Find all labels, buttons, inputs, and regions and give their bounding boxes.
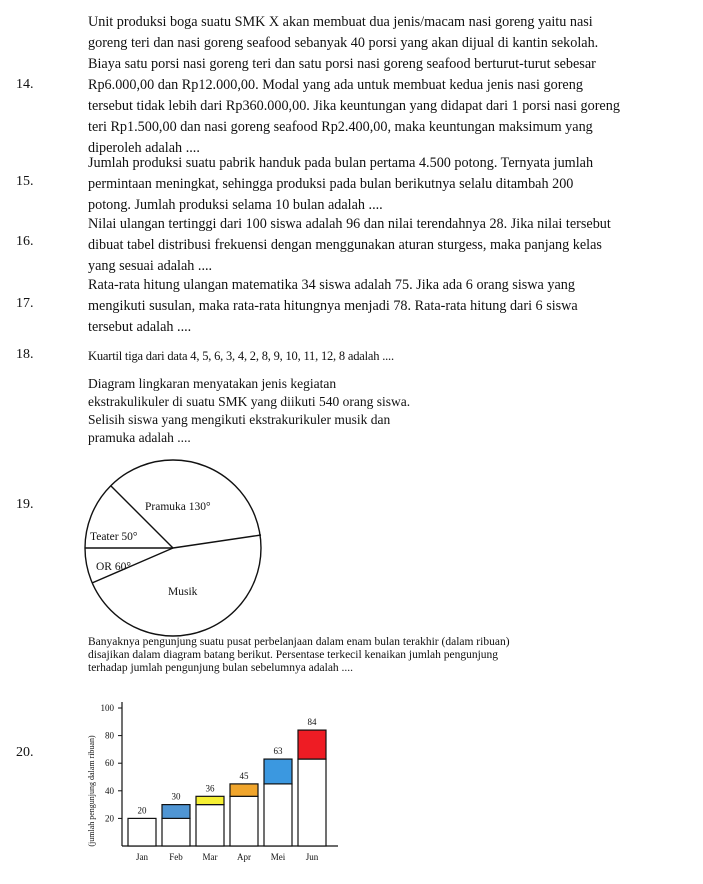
bar-value-label: 36	[205, 783, 215, 794]
text-line: Nilai ulangan tertinggi dari 100 siswa adalah 96 dan nilai terendahnya 28. Jika nilai tersebut	[88, 216, 611, 232]
text-line: Jumlah produksi suatu pabrik handuk pada bulan pertama 4.500 potong. Ternyata jumlah	[88, 155, 594, 171]
text-line: Diagram lingkaran menyatakan jenis kegiatan	[88, 376, 337, 391]
bar-increase	[162, 805, 190, 819]
text-line: terhadap jumlah pengunjung bulan sebelumnya adalah ....	[88, 662, 354, 674]
pie-label-teater: Teater 50°	[90, 531, 138, 543]
text-line: diperoleh adalah ....	[88, 140, 200, 156]
question-19-text	[88, 375, 468, 447]
text-line: potong. Jumlah produksi selama 10 bulan adalah ....	[88, 197, 383, 213]
text-line: Biaya satu porsi nasi goreng teri dan satu porsi nasi goreng seafood berturut-turut sebesar	[88, 56, 596, 72]
text-line: goreng teri dan nasi goreng seafood sebanyak 40 porsi yang akan dijual di kantin sekolah.	[88, 35, 599, 51]
bar-increase	[298, 730, 326, 759]
text-line: tersebut tidak lebih dari Rp360.000,00. Jika keuntungan yang didapat dari 1 porsi nasi goreng	[88, 98, 620, 114]
x-tick-label: Mar	[202, 852, 218, 862]
question-number: 19.	[16, 497, 34, 512]
pie-label-musik: Musik	[168, 586, 198, 598]
text-line: permintaan meningkat, sehingga produksi pada bulan berikutnya selalu ditambah 200	[88, 176, 574, 192]
bar-base	[162, 818, 190, 846]
question-number: 16.	[16, 234, 34, 249]
pie-label-pramuka: Pramuka 130°	[145, 501, 211, 513]
bar-base	[230, 796, 258, 846]
text-line: yang sesuai adalah ....	[88, 258, 213, 274]
text-line: tersebut adalah ....	[88, 319, 192, 335]
x-tick-label: Jan	[136, 852, 148, 862]
y-axis-label: (jumlah pengunjung dalam ribuan)	[87, 735, 96, 847]
y-tick-label: 60	[105, 758, 114, 769]
text-line: Banyaknya pengunjung suatu pusat perbelanjaan dalam enam bulan terakhir (dalam ribuan)	[88, 636, 510, 648]
bar-value-label: 30	[171, 791, 181, 802]
question-15-text	[88, 153, 688, 216]
text-line: teri Rp1.500,00 dan nasi goreng seafood Rp2.400,00, maka keuntungan maksimum yang	[88, 119, 593, 135]
x-tick-label: Jun	[305, 852, 319, 862]
text-line: Rata-rata hitung ulangan matematika 34 siswa adalah 75. Jika ada 6 orang siswa yang	[88, 277, 575, 293]
question-18-text	[88, 346, 688, 367]
question-number: 18.	[16, 347, 34, 362]
bar-value-label: 84	[307, 717, 317, 728]
bar	[128, 818, 156, 846]
text-line: Kuartil tiga dari data 4, 5, 6, 3, 4, 2, 8, 9, 10, 11, 12, 8 adalah ....	[88, 349, 394, 363]
question-number: 14.	[16, 77, 34, 92]
question-number: 20.	[16, 745, 34, 760]
bar-base	[298, 759, 326, 846]
bar-increase	[264, 759, 292, 784]
question-17-text	[88, 275, 688, 338]
bar-base	[196, 805, 224, 846]
text-line: dibuat tabel distribusi frekuensi dengan menggunakan aturan sturgess, maka panjang kelas	[88, 237, 602, 253]
bar-value-label: 63	[273, 746, 283, 757]
question-number: 17.	[16, 296, 34, 311]
bar-value-label: 45	[239, 770, 249, 781]
bar-base	[264, 784, 292, 846]
text-line: ekstrakulikuler di suatu SMK yang diikuti 540 orang siswa.	[88, 394, 411, 409]
y-tick-label: 100	[100, 703, 114, 713]
pie-divider	[173, 535, 261, 548]
text-line: Unit produksi boga suatu SMK X akan membuat dua jenis/macam nasi goreng yaitu nasi	[88, 14, 593, 30]
pie-chart	[80, 455, 280, 645]
bar-value-label: 20	[137, 805, 147, 816]
question-16-text	[88, 214, 688, 277]
x-tick-label: Feb	[169, 852, 183, 862]
x-tick-label: Apr	[237, 852, 251, 862]
text-line: Rp6.000,00 dan Rp12.000,00. Modal yang ada untuk membuat kedua jenis nasi goreng	[88, 77, 583, 93]
question-number: 15.	[16, 174, 34, 189]
bar-increase	[196, 796, 224, 804]
text-line: Selisih siswa yang mengikuti ekstrakurikuler musik dan	[88, 412, 391, 427]
y-tick-label: 80	[105, 730, 114, 741]
text-line: disajikan dalam diagram batang berikut. Persentase terkecil kenaikan jumlah pengunjung	[88, 649, 499, 661]
y-tick-label: 20	[105, 813, 114, 824]
question-20-text	[88, 636, 648, 675]
pie-label-or: OR 60°	[96, 561, 131, 573]
y-tick-label: 40	[105, 785, 114, 796]
bar-chart	[82, 690, 402, 875]
question-14-text	[88, 12, 688, 159]
x-tick-label: Mei	[270, 852, 286, 862]
text-line: pramuka adalah ....	[88, 430, 191, 445]
bar-increase	[230, 784, 258, 796]
text-line: mengikuti susulan, maka rata-rata hitungnya menjadi 78. Rata-rata hitung dari 6 siswa	[88, 298, 578, 314]
